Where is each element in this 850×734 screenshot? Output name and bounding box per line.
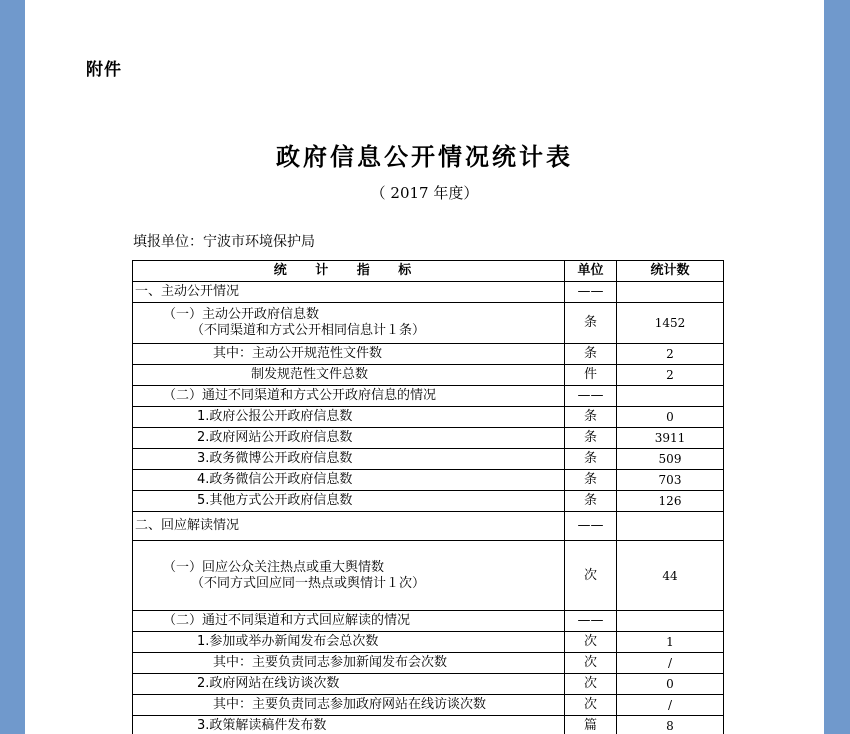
indicator-cell [133,365,565,386]
table-row [133,695,724,716]
unit-cell: 条 [565,344,617,365]
table-row [133,282,724,303]
statistics-table [132,260,724,734]
unit-cell: 篇 [565,716,617,734]
indicator-text: （二）通过不同渠道和方式公开政府信息的情况 [163,388,437,403]
indicator-cell [133,716,565,734]
attachment-label: 附件 [86,60,122,80]
indicator-text: 其中：主动公开规范性文件数 [213,346,383,361]
unit-cell: 条 [565,470,617,491]
table-row [133,303,724,344]
indicator-text: 4.政务微信公开政府信息数 [197,472,353,487]
indicator-text: 3.政策解读稿件发布数 [197,718,327,733]
indicator-cell [133,512,565,541]
indicator-text: 其中：主要负责同志参加新闻发布会次数 [213,655,448,670]
unit-cell: 条 [565,491,617,512]
header-indicator: 统 计 指 标 [133,261,565,282]
header-unit: 单位 [565,261,617,282]
indicator-cell [133,491,565,512]
indicator-text: 制发规范性文件总数 [251,367,369,382]
unit-cell: —— [565,282,617,303]
indicator-cell [133,407,565,428]
table-row [133,344,724,365]
indicator-text: 3.政务微博公开政府信息数 [197,451,353,466]
indicator-cell [133,344,565,365]
indicator-cell [133,611,565,632]
count-cell: 2 [617,344,724,365]
unit-cell: —— [565,512,617,541]
count-cell: 3911 [617,428,724,449]
indicator-text: （一）主动公开政府信息数 [163,307,320,322]
table-row [133,407,724,428]
document-page [25,0,824,734]
table-row [133,470,724,491]
table-row [133,541,724,611]
page-title: 政府信息公开情况统计表 [276,143,573,171]
count-cell [617,512,724,541]
unit-cell: 条 [565,428,617,449]
indicator-text: （二）通过不同渠道和方式回应解读的情况 [163,613,411,628]
indicator-cell [133,428,565,449]
count-cell: 1 [617,632,724,653]
count-cell: 126 [617,491,724,512]
table-row [133,449,724,470]
table-row [133,632,724,653]
year-label: （ 2017 年度） [370,184,479,202]
table-row [133,674,724,695]
unit-cell: 条 [565,303,617,344]
indicator-cell [133,632,565,653]
table-header-row [133,261,724,282]
indicator-cell [133,674,565,695]
indicator-cell [133,282,565,303]
header-count: 统计数 [617,261,724,282]
indicator-text: （一）回应公众关注热点或重大舆情数 [163,559,385,575]
indicator-text: 5.其他方式公开政府信息数 [197,493,353,508]
unit-cell: 件 [565,365,617,386]
count-cell: 1452 [617,303,724,344]
table-row [133,365,724,386]
indicator-text: 2.政府网站公开政府信息数 [197,430,353,445]
table-row [133,716,724,734]
table-row [133,491,724,512]
unit-cell: 次 [565,632,617,653]
indicator-text: 二、回应解读情况 [135,518,240,533]
count-cell: 0 [617,407,724,428]
unit-cell: 条 [565,449,617,470]
count-cell: 8 [617,716,724,734]
indicator-text: 1.参加或举办新闻发布会总次数 [197,634,379,649]
indicator-text: 1.政府公报公开政府信息数 [197,409,353,424]
indicator-cell [133,695,565,716]
table-row [133,611,724,632]
indicator-cell [133,449,565,470]
indicator-text: （不同方式回应同一热点或舆情计１次） [191,575,426,591]
indicator-cell [133,386,565,407]
unit-cell: 次 [565,674,617,695]
unit-cell: 次 [565,695,617,716]
count-cell: 703 [617,470,724,491]
count-cell [617,611,724,632]
indicator-cell [133,303,565,344]
table-row [133,428,724,449]
count-cell: 509 [617,449,724,470]
indicator-text: 一、主动公开情况 [135,284,240,299]
indicator-text: 其中：主要负责同志参加政府网站在线访谈次数 [213,697,487,712]
count-cell: / [617,695,724,716]
count-cell: 44 [617,541,724,611]
indicator-text: （不同渠道和方式公开相同信息计１条） [191,323,426,338]
count-cell [617,282,724,303]
unit-cell: 次 [565,541,617,611]
table-row [133,386,724,407]
count-cell: / [617,653,724,674]
count-cell [617,386,724,407]
unit-cell: —— [565,386,617,407]
unit-cell: 次 [565,653,617,674]
reporting-unit: 填报单位：宁波市环境保护局 [133,234,315,250]
table-row [133,653,724,674]
count-cell: 2 [617,365,724,386]
indicator-text: 2.政府网站在线访谈次数 [197,676,340,691]
unit-cell: —— [565,611,617,632]
indicator-cell [133,541,565,611]
indicator-cell [133,470,565,491]
unit-cell: 条 [565,407,617,428]
indicator-cell [133,653,565,674]
count-cell: 0 [617,674,724,695]
table-row [133,512,724,541]
